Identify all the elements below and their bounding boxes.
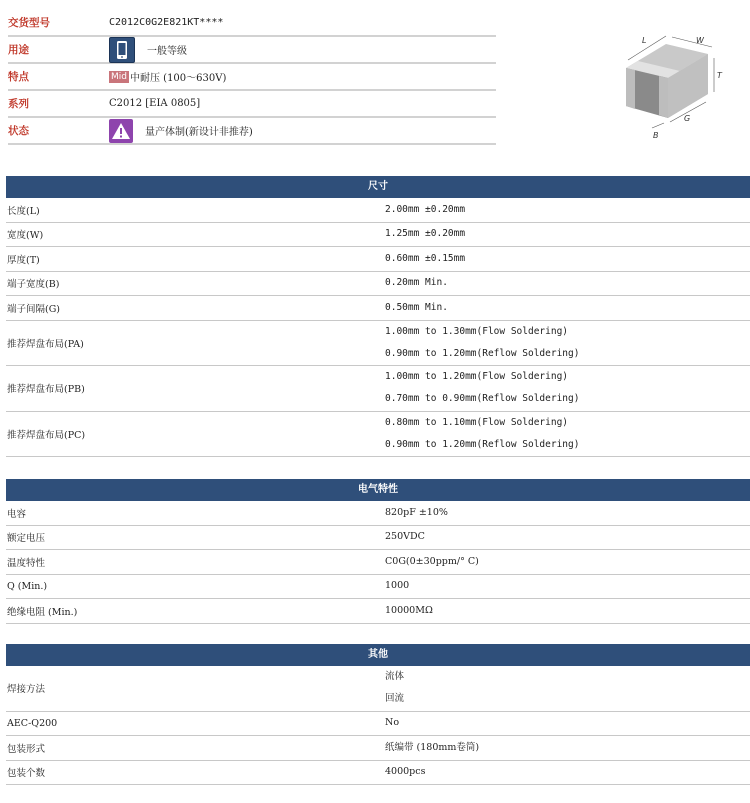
info-label: 状态 [8,125,29,137]
info-row-application [8,37,496,64]
table-row [6,526,750,551]
row-value: 流体 [385,671,405,683]
row-value: 0.20mm Min. [385,277,448,289]
smartphone-icon [109,37,135,63]
row-key: 包装形式 [7,743,46,755]
mid-voltage-tag: Mid [111,71,127,82]
row-value: 0.70mm to 0.90mm(Reflow Soldering) [385,393,580,405]
section-header: 尺寸 [6,176,750,198]
row-value: 回流 [385,693,405,705]
other-table [6,644,750,785]
label-T: T [717,71,722,80]
info-row-part-number [8,9,496,37]
electrical-table [6,479,750,624]
row-key: 焊接方法 [7,684,46,696]
label-W: W [696,36,704,45]
table-row [6,736,750,761]
table-row [6,321,750,367]
capacitor-chip-diagram [608,30,728,140]
table-row [6,666,750,712]
row-key: 厚度(T) [7,254,40,266]
table-row [6,550,750,575]
section-header: 其他 [6,644,750,666]
table-row [6,198,750,223]
row-key: 包装个数 [7,768,46,780]
row-value: 4000pcs [385,766,426,778]
row-value: 纸编带 (180mm卷筒) [385,741,480,753]
row-key: 长度(L) [7,205,40,217]
part-number: C2012C0G2E821KT**** [109,16,224,28]
row-key: 绝缘电阻 (Min.) [7,606,78,618]
label-G: G [684,114,691,123]
row-value: 0.50mm Min. [385,301,448,313]
table-row [6,366,750,412]
row-key: 温度特性 [7,557,46,569]
row-key: Q (Min.) [7,580,48,592]
row-key: 电容 [7,508,27,520]
table-row [6,412,750,458]
product-info [8,9,496,145]
series-value: C2012 [EIA 0805] [109,98,201,109]
row-value: 0.90mm to 1.20mm(Reflow Soldering) [385,347,580,359]
info-row-status [8,118,496,145]
row-value: 0.60mm ±0.15mm [385,252,466,264]
row-key: 推荐焊盘布局(PC) [7,429,86,441]
table-row [6,501,750,526]
row-key: 推荐焊盘布局(PB) [7,384,85,396]
row-key: 额定电压 [7,533,46,545]
table-row [6,296,750,321]
row-key: 端子间隔(G) [7,303,61,315]
warning-icon [109,119,133,143]
row-value: 2.00mm ±0.20mm [385,203,466,215]
row-value: No [385,717,400,729]
row-key: 宽度(W) [7,230,44,242]
table-row [6,761,750,786]
row-value: C0G(0±30ppm/° C) [385,555,479,567]
label-B: B [653,131,659,140]
row-key: AEC-Q200 [7,717,58,729]
row-value: 1.00mm to 1.30mm(Flow Soldering) [385,325,569,337]
row-value: 1000 [385,580,410,592]
info-label: 系列 [8,98,29,110]
table-row [6,599,750,624]
table-row [6,247,750,272]
table-row [6,272,750,297]
info-label: 特点 [8,71,29,83]
row-key: 推荐焊盘布局(PA) [7,338,84,350]
feature-value: 中耐压 (100～630V) [129,73,227,84]
row-value: 250VDC [385,531,425,543]
table-row [6,575,750,600]
table-row [6,223,750,248]
label-L: L [642,36,647,45]
info-row-series [8,91,496,118]
application-value: 一般等级 [147,46,187,57]
dimensions-table [6,176,750,457]
row-key: 端子宽度(B) [7,279,60,291]
status-value: 量产体制(新设计非推荐) [145,127,253,138]
row-value: 1.00mm to 1.20mm(Flow Soldering) [385,371,569,383]
row-value: 1.25mm ±0.20mm [385,228,466,240]
row-value: 0.90mm to 1.20mm(Reflow Soldering) [385,438,580,450]
row-value: 0.80mm to 1.10mm(Flow Soldering) [385,416,569,428]
table-row [6,712,750,737]
row-value: 820pF ±10% [385,506,448,518]
info-row-feature [8,64,496,91]
section-header: 电气特性 [6,479,750,501]
row-value: 10000MΩ [385,604,433,616]
info-label: 交货型号 [8,16,50,29]
info-label: 用途 [8,44,29,56]
